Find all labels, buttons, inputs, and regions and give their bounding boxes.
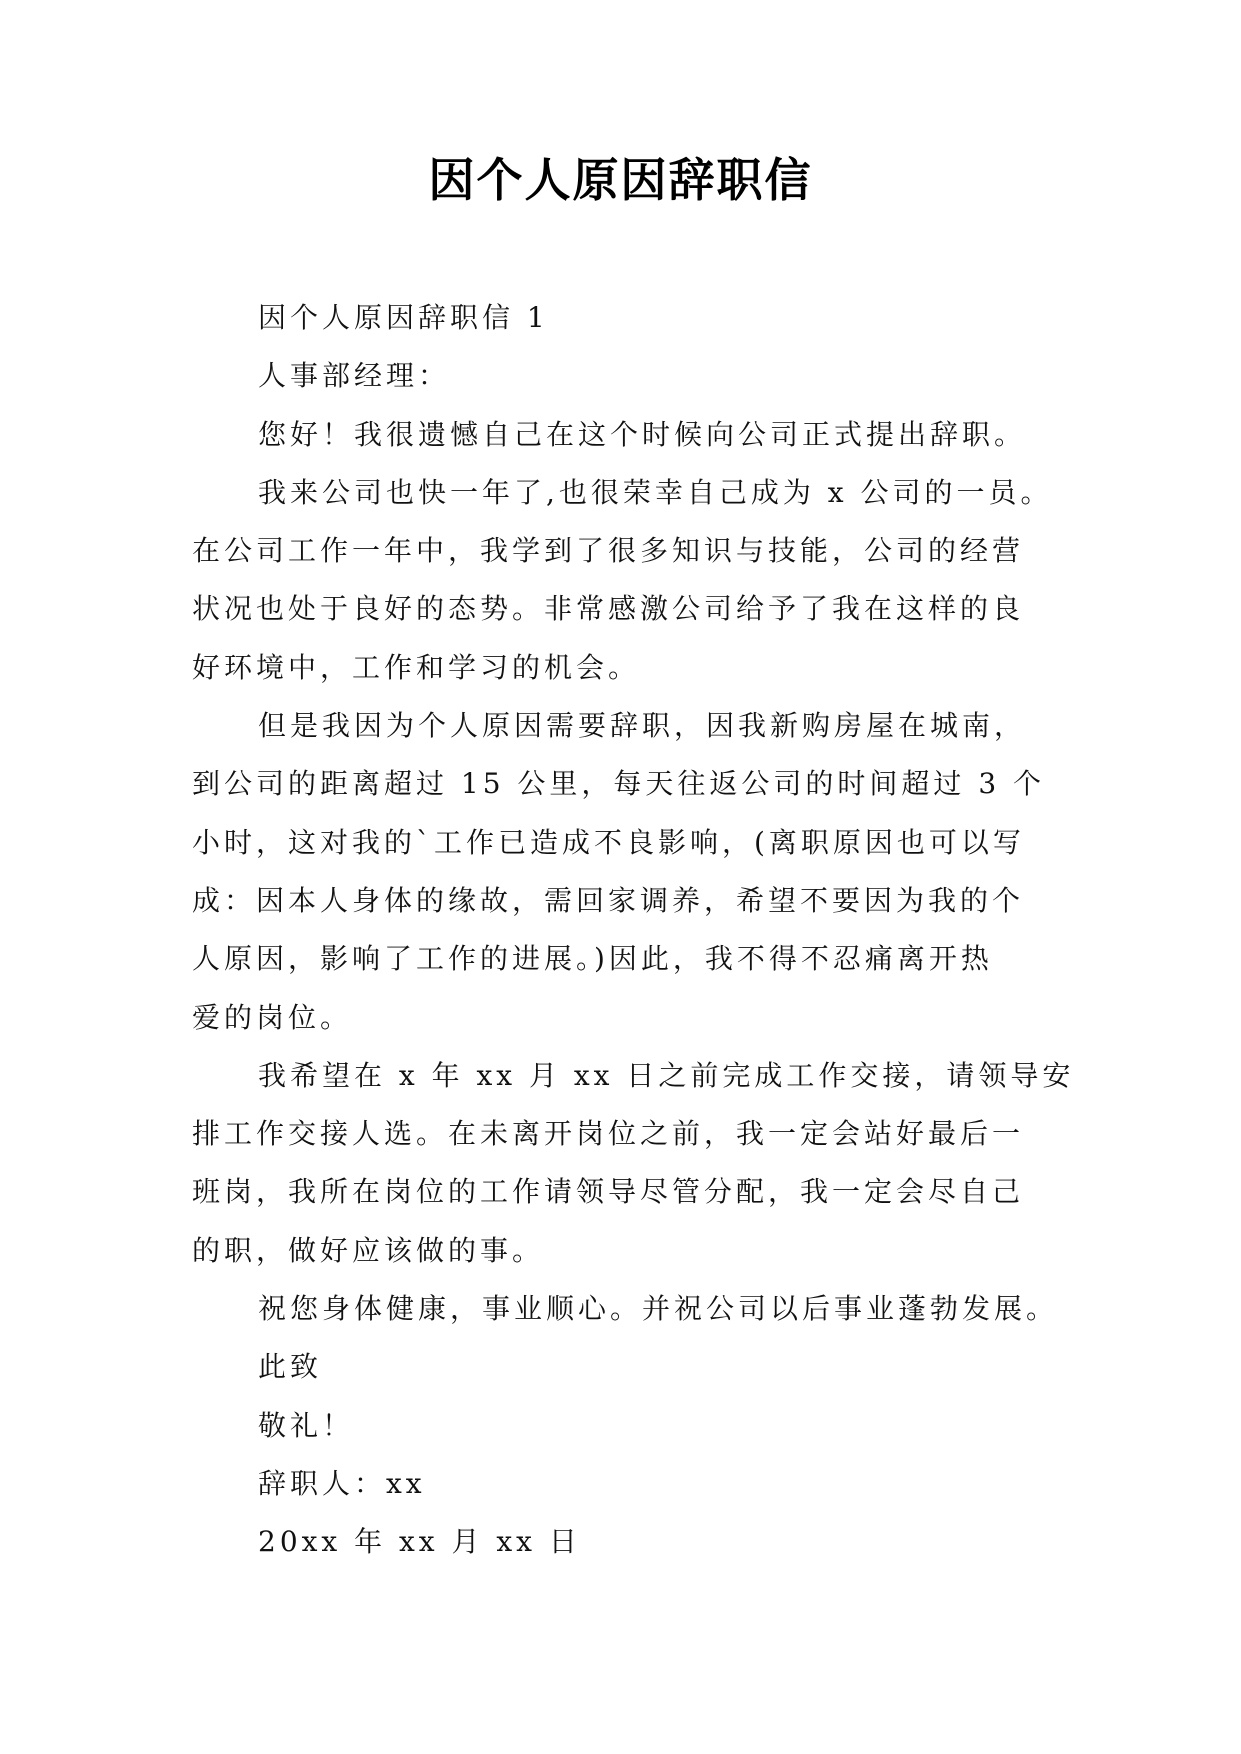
body-line: 在公司工作一年中，我学到了很多知识与技能，公司的经营	[192, 534, 1025, 568]
salutation-line: 人事部经理：	[258, 359, 451, 393]
body-line: 排工作交接人选。在未离开岗位之前，我一定会站好最后一	[192, 1117, 1025, 1151]
signature-line: 辞职人：xx	[258, 1466, 426, 1500]
body-line: 的职，做好应该做的事。	[192, 1233, 545, 1267]
body-line: 爱的岗位。	[192, 1000, 353, 1034]
body-line: 但是我因为个人原因需要辞职，因我新购房屋在城南，	[258, 709, 1027, 743]
body-line: 我希望在 x 年 xx 月 xx 日之前完成工作交接，请领导安	[258, 1058, 1075, 1092]
body-line: 小时，这对我的`工作已造成不良影响，(离职原因也可以写	[192, 825, 1025, 859]
body-line: 人原因，影响了工作的进展。)因此，我不得不忍痛离开热	[192, 942, 993, 976]
subtitle-line: 因个人原因辞职信 1	[258, 301, 549, 334]
body-line: 到公司的距离超过 15 公里，每天往返公司的时间超过 3 个	[192, 767, 1046, 801]
body-line: 我来公司也快一年了,也很荣幸自己成为 x 公司的一员。	[258, 475, 1053, 509]
body-line: 成：因本人身体的缘故，需回家调养，希望不要因为我的个	[192, 883, 1025, 917]
document-title: 因个人原因辞职信	[428, 153, 813, 207]
body-line: 状况也处于良好的态势。非常感激公司给予了我在这样的良	[192, 592, 1025, 626]
regards-line: 敬礼！	[258, 1408, 355, 1442]
closing-wish-line: 祝您身体健康，事业顺心。并祝公司以后事业蓬勃发展。	[258, 1292, 1059, 1326]
date-line: 20xx 年 xx 月 xx 日	[258, 1525, 581, 1559]
body-line: 您好！我很遗憾自己在这个时候向公司正式提出辞职。	[258, 417, 1027, 451]
document-body	[192, 289, 1075, 1572]
closing-line: 此致	[258, 1350, 323, 1384]
body-line: 班岗，我所在岗位的工作请领导尽管分配，我一定会尽自己	[192, 1175, 1025, 1209]
body-line: 好环境中，工作和学习的机会。	[192, 650, 641, 684]
